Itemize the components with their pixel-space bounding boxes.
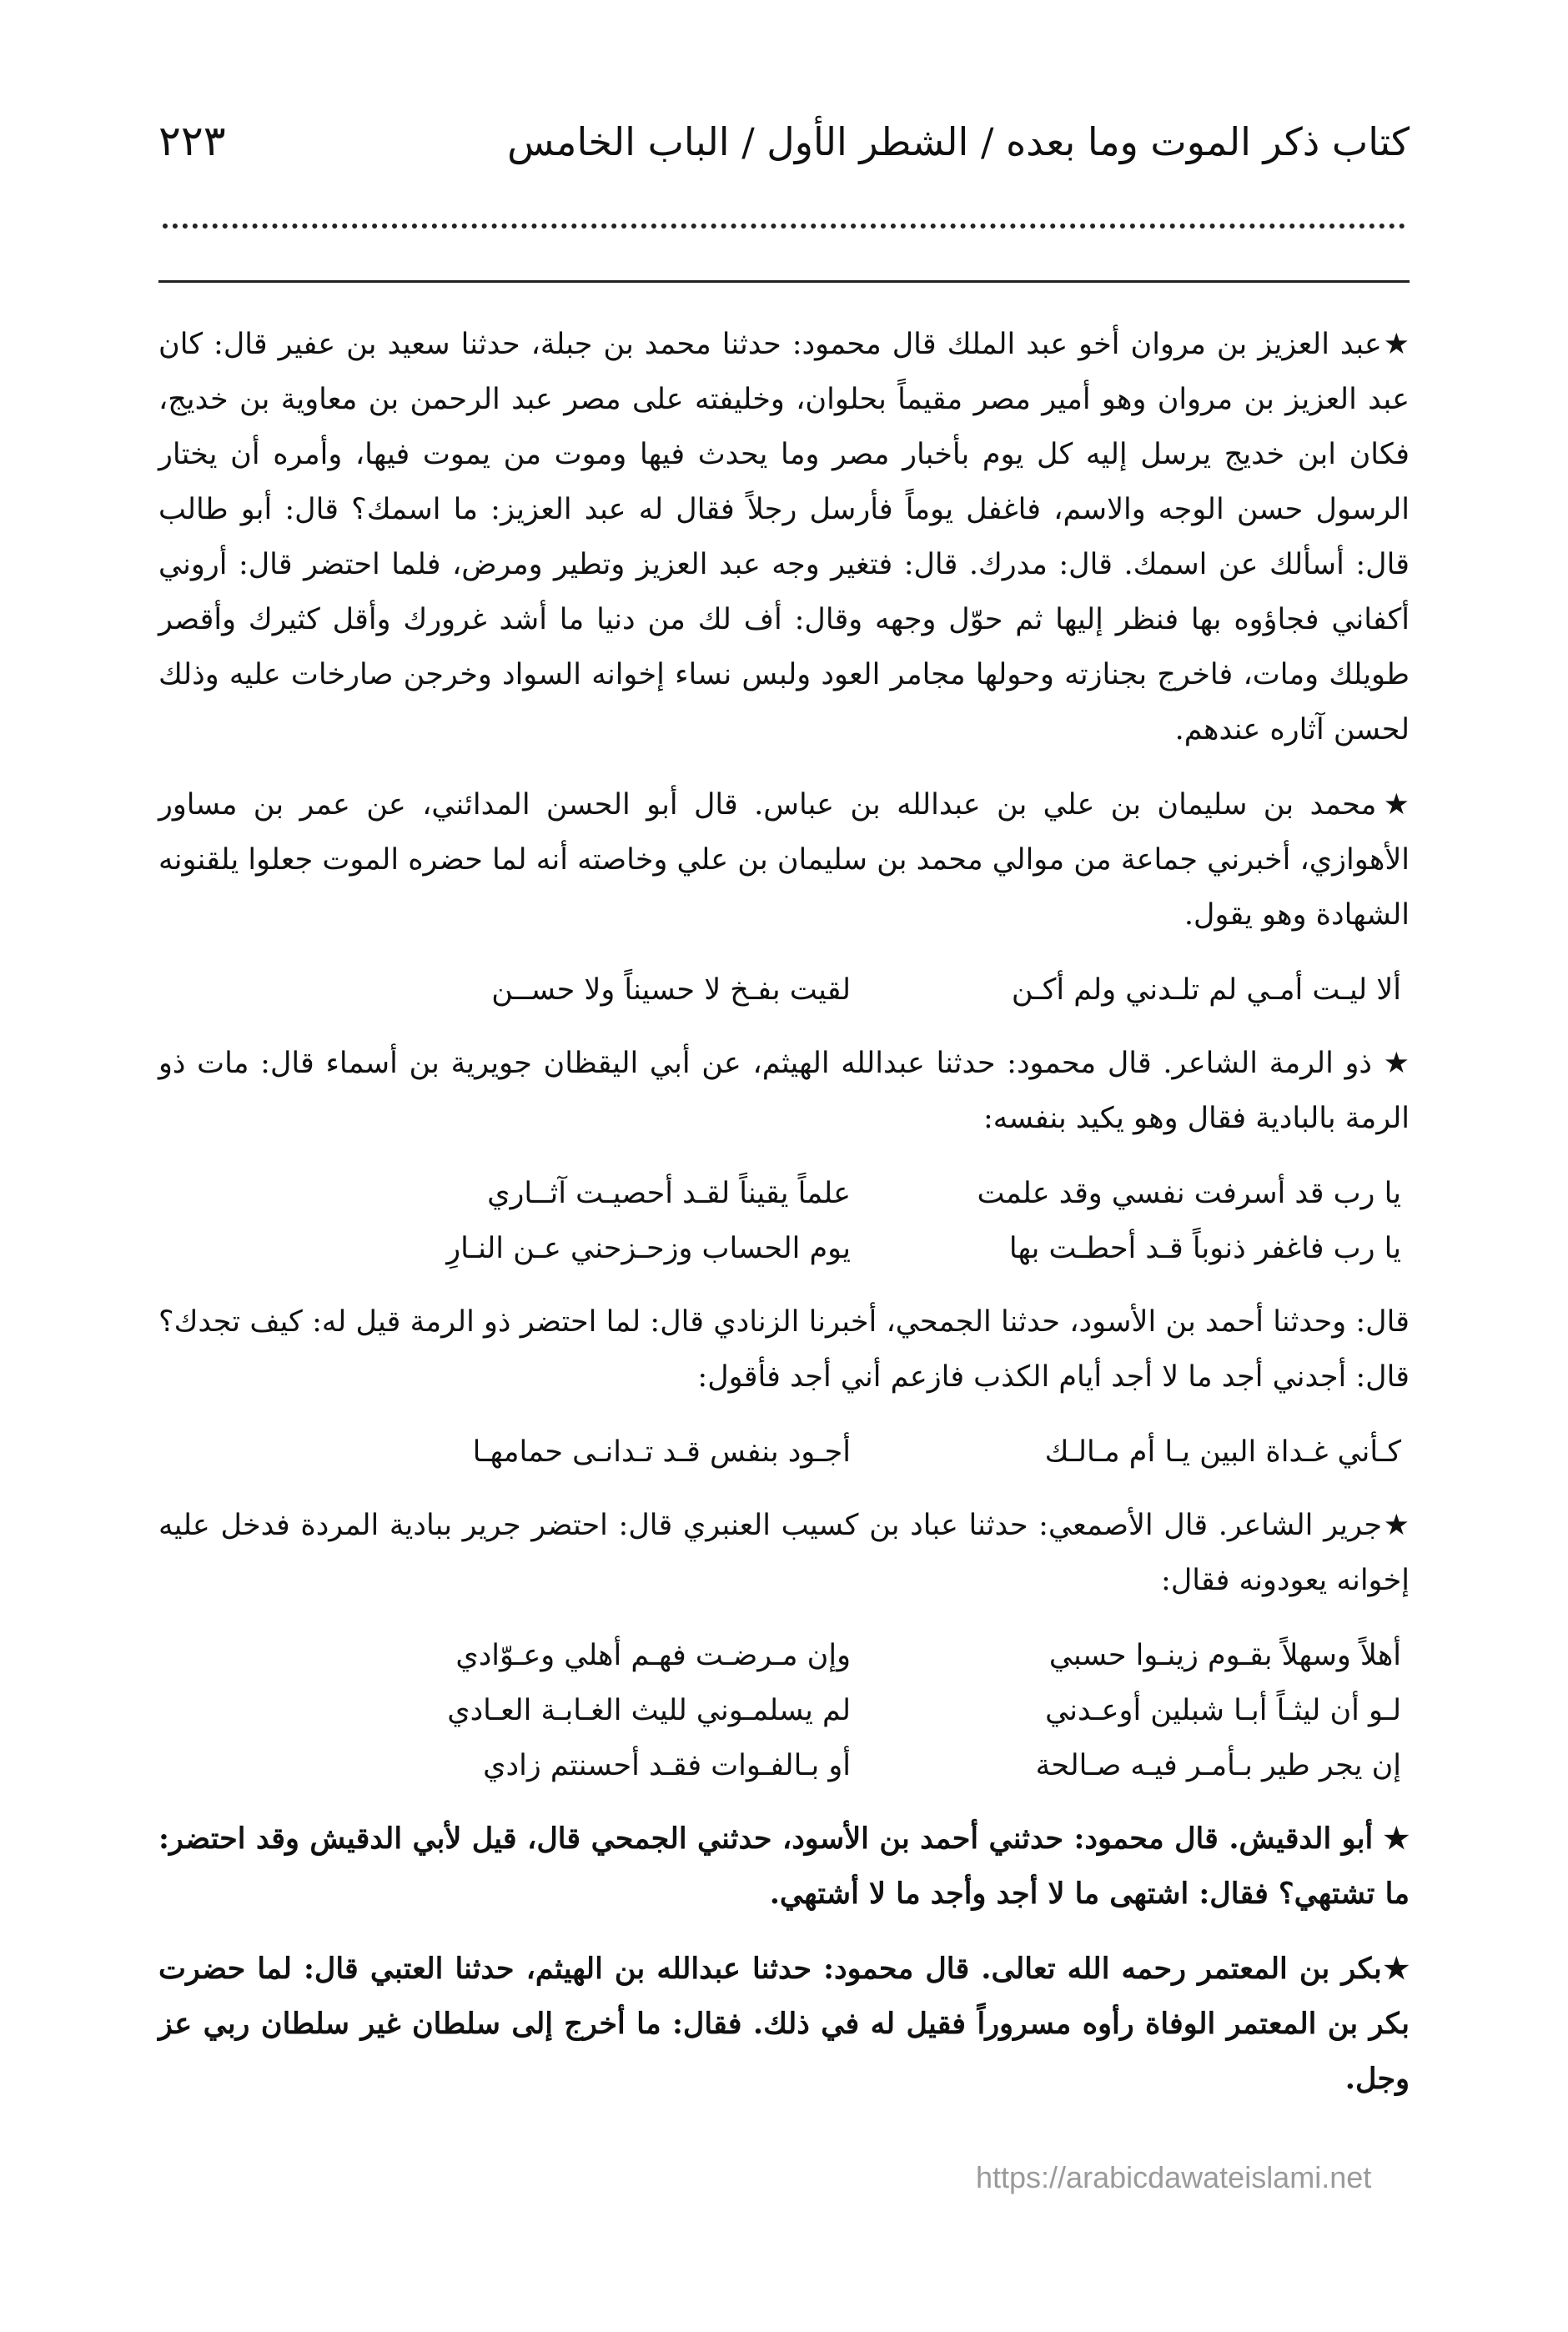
- verse-hemistich-left: وإن مـرضـت فهـم أهلي وعـوّادي: [455, 1639, 851, 1672]
- verse-hemistich-right: يا رب فاغفر ذنوباً قـد أحطـت بها: [1008, 1232, 1401, 1265]
- verse-hemistich-left: أجـود بنفس قـد تـدانـى حمامهـا: [472, 1435, 851, 1469]
- verse-hemistich-left: أو بـالفـوات فقـد أحسنتم زادي: [483, 1749, 851, 1782]
- paragraph-dhu-al-rumma: ★ ذو الرمة الشاعر. قال محمود: حدثنا عبدالله الهيثم، عن أبي اليقظان جويرية بن أسماء قال: مات ذو الرمة بالبادية فقال وهو يكيد بنفسه:: [158, 1047, 1410, 1135]
- verse-block-2: [158, 1166, 1410, 1276]
- verse-line: [158, 1628, 1410, 1683]
- paragraph-dhu-al-rumma-2: قال: وحدثنا أحمد بن الأسود، حدثنا الجمحي، أخبرنا الزنادي قال: لما احتضر ذو الرمة قيل له: كيف تجدك؟ قال: أجدني أجد ما لا أجد أيام الكذب فازعم أني أجد فأقول:: [158, 1305, 1410, 1394]
- verse-line: [158, 962, 1410, 1018]
- dotted-divider: [163, 224, 1405, 229]
- verse-hemistich-right: ألا ليـت أمـي لم تلـدني ولم أكـن: [1011, 973, 1401, 1007]
- page-header: [158, 117, 1410, 183]
- verse-hemistich-right: إن يجر طير بـأمـر فيـه صـالحة: [1035, 1749, 1401, 1782]
- verse-line: [158, 1221, 1410, 1276]
- verse-block-4: [158, 1628, 1410, 1793]
- page-number: ٢٢٣: [158, 117, 226, 165]
- verse-block-1: [158, 962, 1410, 1018]
- verse-line: [158, 1166, 1410, 1221]
- verse-hemistich-left: لم يسلمـوني لليث الغـابـة العـادي: [447, 1694, 851, 1727]
- verse-line: [158, 1425, 1410, 1480]
- page-body: [158, 317, 1410, 2127]
- verse-hemistich-right: يا رب قد أسرفت نفسي وقد علمت: [977, 1177, 1401, 1210]
- verse-hemistich-left: يوم الحساب وزحـزحني عـن النـارِ: [446, 1232, 851, 1265]
- running-title: كتاب ذكر الموت وما بعده / الشطر الأول / الباب الخامس: [507, 119, 1410, 164]
- paragraph-bakr-bin-al-mutamir: ★بكر بن المعتمر رحمه الله تعالى. قال محمود: حدثنا عبدالله بن الهيثم، حدثنا العتبي قال: لما حضرت بكر بن المعتمر الوفاة رأوه مسروراً فقيل له في ذلك. فقال: ما أخرج إلى سلطان غير سلطان ربي عز وجل.: [158, 1952, 1410, 2096]
- watermark-url: https://arabicdawateislami.net: [976, 2160, 1372, 2194]
- paragraph-abu-al-duqaysh: ★ أبو الدقيش. قال محمود: حدثني أحمد بن الأسود، حدثني الجمحي قال، قيل لأبي الدقيش وقد احتضر: ما تشتهي؟ فقال: اشتهى ما لا أجد وأجد ما لا أشتهي.: [158, 1822, 1410, 1911]
- verse-block-3: [158, 1425, 1410, 1480]
- paragraph-abdulaziz: ★عبد العزيز بن مروان أخو عبد الملك قال محمود: حدثنا محمد بن جبلة، حدثنا سعيد بن عفير قال: كان عبد العزيز بن مروان وهو أمير مصر مقيماً بحلوان، وخليفته على مصر عبد الرحمن بن معاوية بن خديج، فكان ابن خديج يرسل إليه كل يوم بأخبار مصر وما يحدث فيها وموت من يموت فيها، وأمره أن يختار الرسول حسن الوجه والاسم، فاغفل يوماً فأرسل رجلاً فقال له عبد العزيز: ما اسمك؟ قال: أبو طالب قال: أسألك عن اسمك. قال: مدرك. قال: فتغير وجه عبد العزيز وتطير ومرض، فلما احتضر قال: أروني أكفاني فجاؤوه بها فنظر إليها ثم حوّل وجهه وقال: أف لك من دنيا ما أشد غرورك وأقل كثيرك وأقصر طويلك ومات، فاخرج بجنازته وحولها مجامر العود ولبس نساء إخوانه السواد وخرجن صارخات عليه وذلك لحسن آثاره عندهم.: [158, 328, 1410, 746]
- header-rule: [158, 280, 1410, 283]
- verse-hemistich-left: علماً يقيناً لقـد أحصيـت آثــاري: [487, 1177, 851, 1210]
- paragraph-jarir: ★جرير الشاعر. قال الأصمعي: حدثنا عباد بن كسيب العنبري قال: احتضر جرير ببادية المردة فدخل عليه إخوانه يعودونه فقال:: [158, 1509, 1410, 1597]
- verse-hemistich-right: لـو أن ليثـاً أبـا شبلين أوعـدني: [1045, 1694, 1401, 1727]
- verse-line: [158, 1683, 1410, 1738]
- verse-hemistich-right: كـأني غـداة البين يـا أم مـالـك: [1044, 1435, 1401, 1469]
- verse-hemistich-right: أهلاً وسهلاً بقـوم زينـوا حسبي: [1048, 1639, 1401, 1672]
- verse-line: [158, 1738, 1410, 1793]
- verse-hemistich-left: لقيت بفـخ لا حسيناً ولا حســن: [491, 973, 851, 1007]
- paragraph-muhammad-bin-sulayman: ★محمد بن سليمان بن علي بن عبدالله بن عباس. قال أبو الحسن المدائني، عن عمر بن مساور الأهوازي، أخبرني جماعة من موالي محمد بن سليمان بن علي وخاصته أنه لما حضره الموت جعلوا يلقنونه الشهادة وهو يقول.: [158, 788, 1410, 932]
